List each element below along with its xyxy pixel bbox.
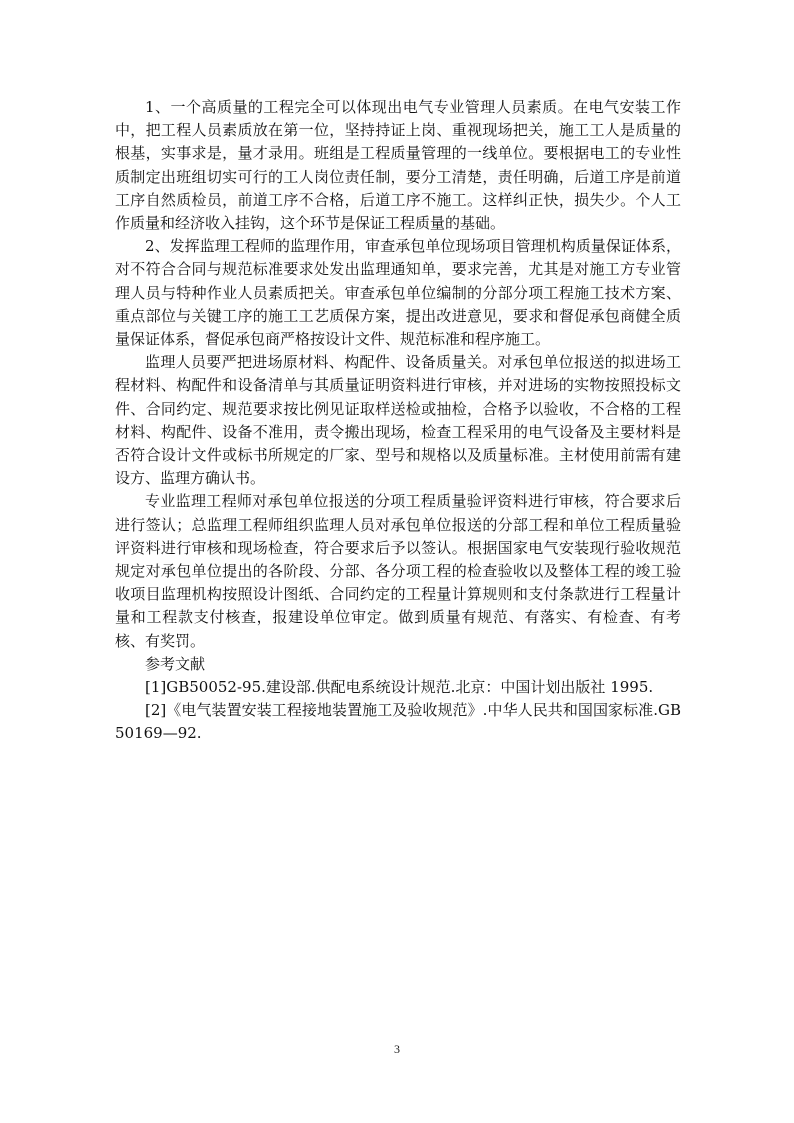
reference-item-1: [1]GB50052-95.建设部.供配电系统设计规范.北京：中国计划出版社 1995. bbox=[145, 678, 654, 697]
references-title: 参考文献 bbox=[145, 654, 206, 673]
paragraph-3: 监理人员要严把进场原材料、构配件、设备质量关。对承包单位报送的拟进场工程材料、构配件和设备清单与其质量证明资料进行审核，并对进场的实物按照投标文件、合同约定、规范要求按比例见证取样送检或抽检，合格予以验收，不合格的工程材料、构配件、设备不准用，责令搬出现场，检查工程采用的电气设备及主要材料是否符合设计文件或标书所规定的厂家、型号和规格以及质量标准。主材使用前需有建设方、监理方确认书。 bbox=[115, 353, 681, 488]
paragraph-1: 1、一个高质量的工程完全可以体现出电气专业管理人员素质。在电气安装工作中，把工程人员素质放在第一位，坚持持证上岗、重视现场把关，施工工人是质量的根基，实事求是，量才录用。班组是工程质量管理的一线单位。要根据电工的专业性质制定出班组切实可行的工人岗位责任制，要分工清楚，责任明确，后道工序是前道工序自然质检员，前道工序不合格，后道工序不施工。这样纠正快，损失少。个人工作质量和经济收入挂钩，这个环节是保证工程质量的基础。 bbox=[115, 98, 681, 233]
document-body bbox=[115, 96, 681, 746]
paragraph-2: 2、发挥监理工程师的监理作用，审查承包单位现场项目管理机构质量保证体系，对不符合合同与规范标准要求处发出监理通知单，要求完善，尤其是对施工方专业管理人员与特种作业人员素质把关。审查承包单位编制的分部分项工程施工技术方案、重点部位与关键工序的施工工艺质保方案，提出改进意见，要求和督促承包商健全质量保证体系，督促承包商严格按设计文件、规范标准和程序施工。 bbox=[115, 237, 681, 349]
paragraph-4: 专业监理工程师对承包单位报送的分项工程质量验评资料进行审核，符合要求后进行签认；总监理工程师组织监理人员对承包单位报送的分部工程和单位工程质量验评资料进行审核和现场检查，符合要求后予以签认。根据国家电气安装现行验收规范规定对承包单位提出的各阶段、分部、各分项工程的检查验收以及整体工程的竣工验收项目监理机构按照设计图纸、合同约定的工程量计算规则和支付条款进行工程量计量和工程款支付核查，报建设单位审定。做到质量有规范、有落实、有检查、有考核、有奖罚。 bbox=[115, 492, 681, 650]
reference-item-2: [2]《电气装置安装工程接地装置施工及验收规范》.中华人民共和国国家标准.GB50169—92. bbox=[115, 701, 681, 743]
page-number: 3 bbox=[394, 1042, 400, 1056]
